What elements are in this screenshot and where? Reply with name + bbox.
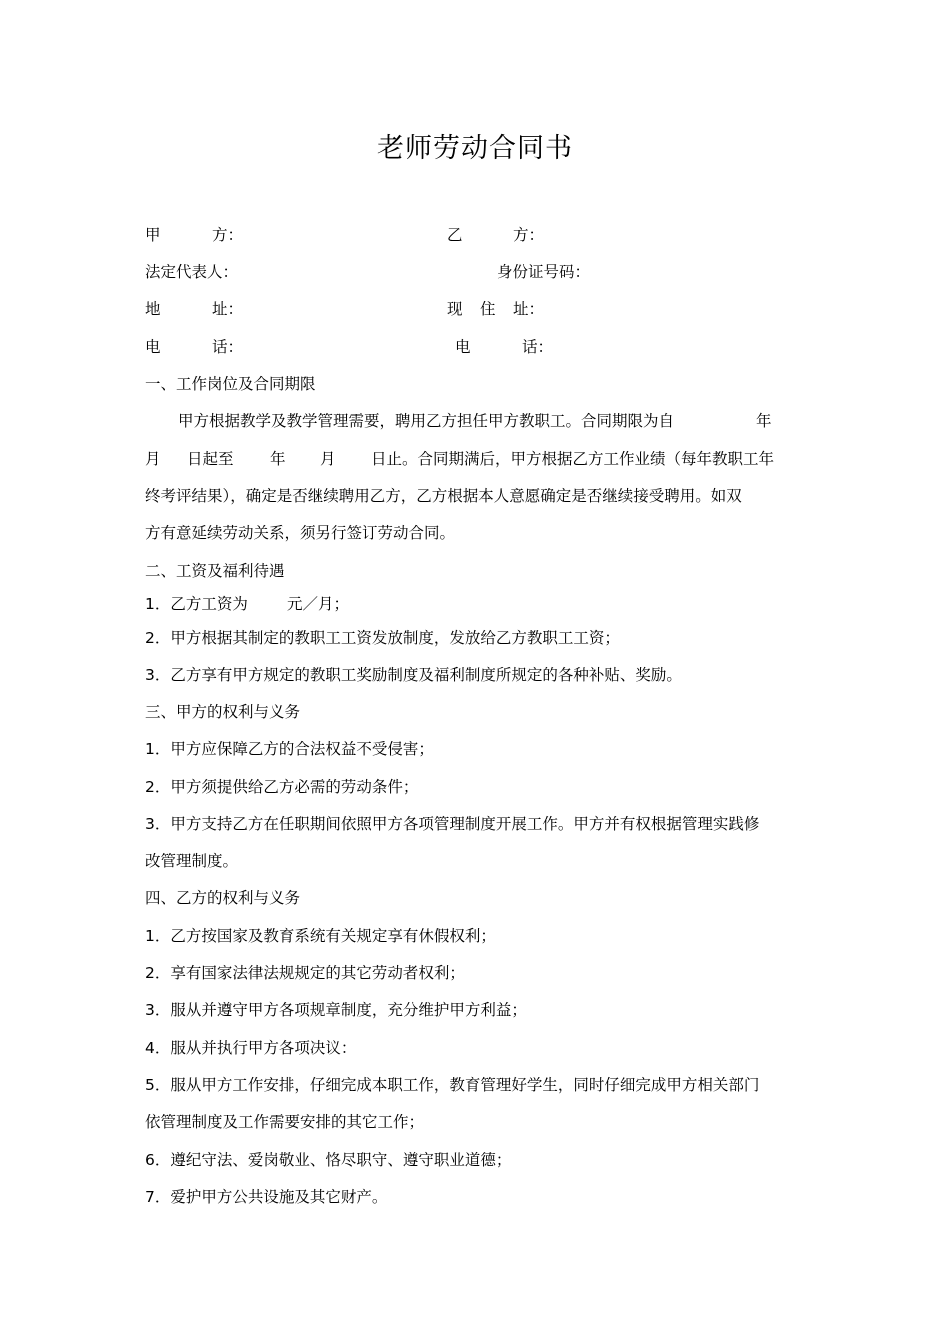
address-b-char1: 现 — [447, 300, 463, 318]
party-a-suffix: 方： — [212, 226, 244, 244]
section-1-paragraph-line3: 终考评结果），确定是否继续聘用乙方，乙方根据本人意愿确定是否继续接受聘用。如双 — [145, 487, 742, 505]
section-3-item-3: 3．甲方支持乙方在任职期间依照甲方各项管理制度开展工作。甲方并有权根据管理实践修 — [145, 815, 760, 833]
section-2-item-3: 3．乙方享有甲方规定的教职工奖励制度及福利制度所规定的各种补贴、奖励。 — [145, 666, 682, 684]
section-3-item-3-cont: 改管理制度。 — [145, 852, 239, 870]
section-1-paragraph-line1: 甲方根据教学及教学管理需要，聘用乙方担任甲方教职工。合同期限为自 — [178, 412, 675, 430]
telephone-b-char1: 电 — [455, 338, 471, 356]
section-1-year-char: 年 — [756, 412, 772, 430]
section-1-from-text: 日起至 — [187, 450, 234, 468]
section-1-year2-char: 年 — [270, 450, 286, 468]
section-3-heading: 三、甲方的权利与义务 — [145, 703, 301, 721]
section-2-item-1b: 元／月； — [287, 595, 350, 613]
telephone-a-char2: 话： — [212, 338, 244, 356]
address-a-char2: 址： — [212, 300, 244, 318]
party-b-suffix: 方： — [513, 226, 545, 244]
section-4-item-7: 7．爱护甲方公共设施及其它财产。 — [145, 1188, 388, 1206]
party-b-label: 乙 — [447, 226, 463, 244]
section-1-heading: 一、工作岗位及合同期限 — [145, 375, 316, 393]
section-1-paragraph-line2: 日止。合同期满后，甲方根据乙方工作业绩（每年教职工年 — [371, 450, 775, 468]
section-2-item-2: 2．甲方根据其制定的教职工工资发放制度，发放给乙方教职工工资； — [145, 629, 620, 647]
telephone-a-char1: 电 — [145, 338, 161, 356]
section-4-item-1: 1．乙方按国家及教育系统有关规定享有休假权利； — [145, 927, 496, 945]
section-1-month2-char: 月 — [320, 450, 336, 468]
section-1-month-char: 月 — [145, 450, 161, 468]
section-2-heading: 二、工资及福利待遇 — [145, 562, 285, 580]
section-3-item-2: 2．甲方须提供给乙方必需的劳动条件； — [145, 778, 419, 796]
section-4-item-5-cont: 依管理制度及工作需要安排的其它工作； — [145, 1113, 425, 1131]
address-a-char1: 地 — [145, 300, 161, 318]
section-1-paragraph-line4: 方有意延续劳动关系，须另行签订劳动合同。 — [145, 524, 456, 542]
section-4-item-2: 2．享有国家法律法规规定的其它劳动者权利； — [145, 964, 465, 982]
section-2-item-1a: 1．乙方工资为 — [145, 595, 248, 613]
section-4-item-3: 3．服从并遵守甲方各项规章制度，充分维护甲方利益； — [145, 1001, 527, 1019]
address-b-char3: 址： — [513, 300, 545, 318]
section-3-item-1: 1．甲方应保障乙方的合法权益不受侵害； — [145, 740, 434, 758]
section-4-item-6: 6．遵纪守法、爱岗敬业、恪尽职守、遵守职业道德； — [145, 1151, 512, 1169]
document-title: 老师劳动合同书 — [377, 133, 573, 164]
id-number-label: 身份证号码： — [497, 263, 591, 281]
telephone-b-char2: 话： — [522, 338, 554, 356]
section-4-item-5: 5．服从甲方工作安排，仔细完成本职工作，教育管理好学生，同时仔细完成甲方相关部门 — [145, 1076, 760, 1094]
party-a-label: 甲 — [145, 226, 161, 244]
section-4-heading: 四、乙方的权利与义务 — [145, 889, 301, 907]
legal-representative-label: 法定代表人： — [145, 263, 239, 281]
address-b-char2: 住 — [480, 300, 496, 318]
section-4-item-4: 4．服从并执行甲方各项决议： — [145, 1039, 357, 1057]
